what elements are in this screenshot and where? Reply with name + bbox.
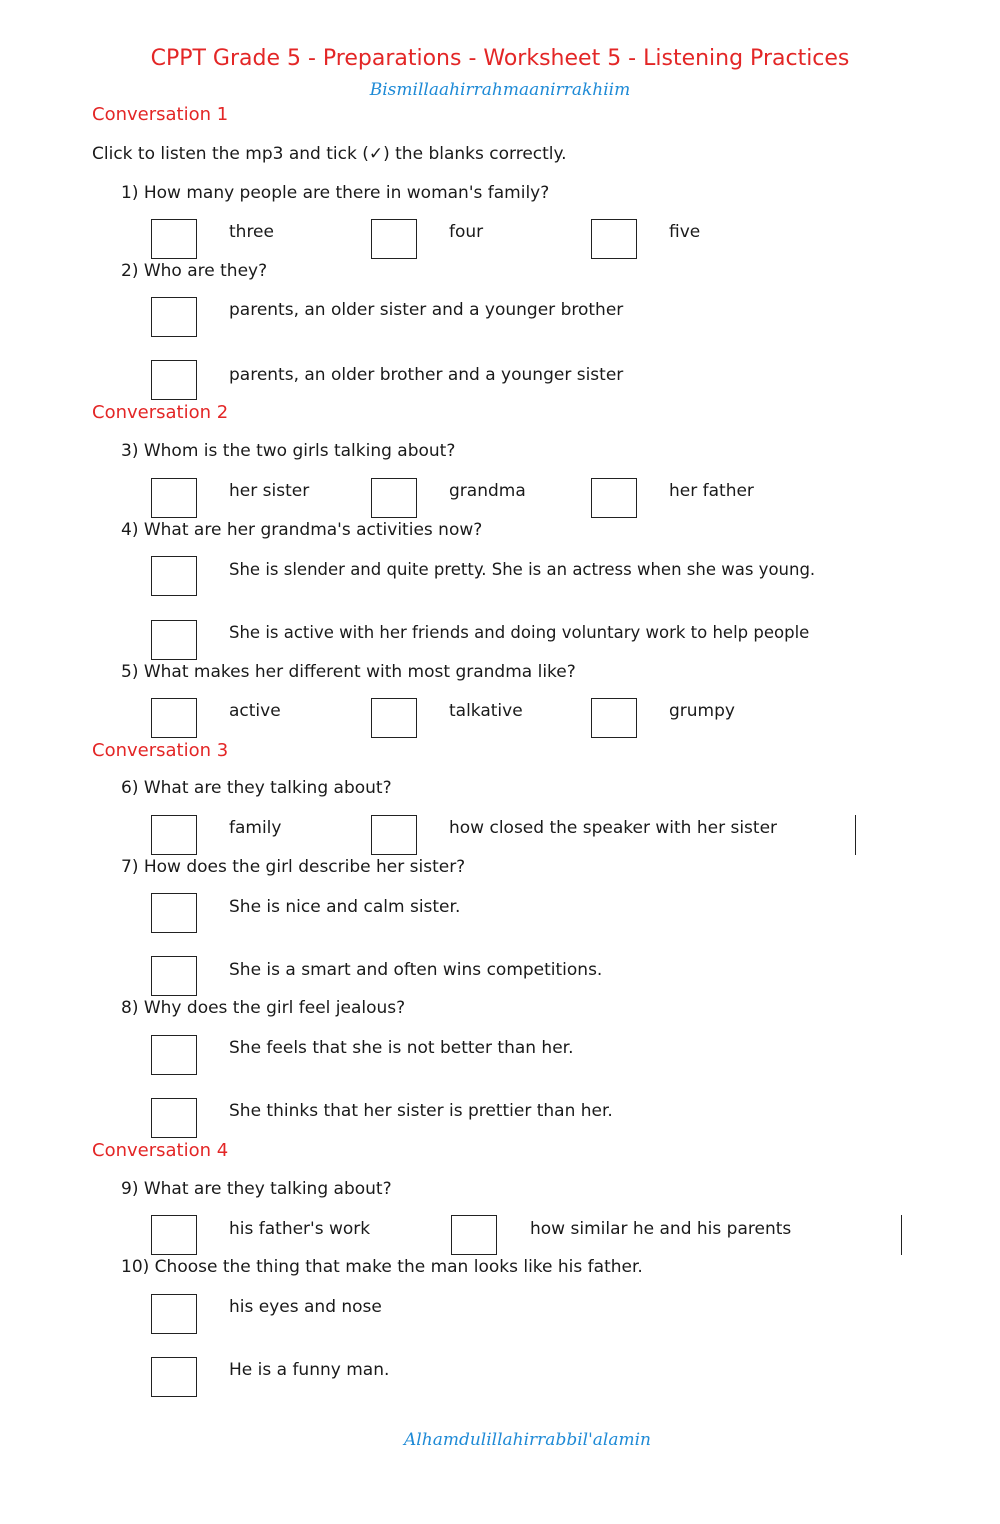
question-5: 5) What makes her different with most grandma like?: [121, 662, 576, 682]
text-cursor-line: [901, 1215, 902, 1255]
checkbox-q2-a[interactable]: [151, 297, 197, 337]
checkbox-q7-a[interactable]: [151, 893, 197, 933]
question-6: 6) What are they talking about?: [121, 778, 392, 798]
checkbox-q3-grandma[interactable]: [371, 478, 417, 518]
option-label: her father: [669, 481, 754, 501]
conversation-3-heading: Conversation 3: [92, 740, 229, 761]
option-label: her sister: [229, 481, 310, 501]
conversation-1-heading: Conversation 1: [92, 104, 229, 125]
checkbox-q5-talkative[interactable]: [371, 698, 417, 738]
option-label: how closed the speaker with her sister: [449, 818, 778, 838]
text-cursor-line: [855, 815, 856, 855]
option-label: She is active with her friends and doing voluntary work to help people: [229, 623, 810, 642]
checkbox-q1-five[interactable]: [591, 219, 637, 259]
option-label: parents, an older sister and a younger brother: [229, 300, 624, 320]
option-label: She is slender and quite pretty. She is an actress when she was young.: [229, 560, 816, 579]
option-label: She is nice and calm sister.: [229, 897, 461, 917]
option-label: She thinks that her sister is prettier than her.: [229, 1101, 613, 1121]
bismillah-subtitle: Bismillaahirrahmaanirrakhiim: [369, 80, 631, 100]
question-3: 3) Whom is the two girls talking about?: [121, 441, 456, 461]
question-10: 10) Choose the thing that make the man looks like his father.: [121, 1257, 643, 1277]
question-1: 1) How many people are there in woman's family?: [121, 183, 550, 203]
checkbox-q3-her-father[interactable]: [591, 478, 637, 518]
option-label: parents, an older brother and a younger sister: [229, 365, 624, 385]
option-label: his father's work: [229, 1219, 371, 1239]
option-label: grandma: [449, 481, 526, 501]
checkbox-q4-a[interactable]: [151, 556, 197, 596]
checkbox-q8-a[interactable]: [151, 1035, 197, 1075]
checkbox-q8-b[interactable]: [151, 1098, 197, 1138]
checkbox-q4-b[interactable]: [151, 620, 197, 660]
alhamdulillah-footer: Alhamdulillahirrabbil'alamin: [404, 1430, 651, 1450]
question-4: 4) What are her grandma's activities now?: [121, 520, 483, 540]
checkbox-q6-family[interactable]: [151, 815, 197, 855]
option-label: He is a funny man.: [229, 1360, 390, 1380]
checkbox-q2-b[interactable]: [151, 360, 197, 400]
checkbox-q9-fathers-work[interactable]: [151, 1215, 197, 1255]
checkbox-q10-a[interactable]: [151, 1294, 197, 1334]
option-label: five: [669, 222, 701, 242]
worksheet-title: CPPT Grade 5 - Preparations - Worksheet 5 - Listening Practices: [150, 46, 850, 71]
checkbox-q1-four[interactable]: [371, 219, 417, 259]
conversation-4-heading: Conversation 4: [92, 1140, 229, 1161]
option-label: family: [229, 818, 282, 838]
option-label: three: [229, 222, 274, 242]
option-label: his eyes and nose: [229, 1297, 382, 1317]
option-label: talkative: [449, 701, 523, 721]
checkbox-q7-b[interactable]: [151, 956, 197, 996]
checkbox-q6-closeness[interactable]: [371, 815, 417, 855]
option-label: active: [229, 701, 281, 721]
question-7: 7) How does the girl describe her sister?: [121, 857, 466, 877]
checkbox-q1-three[interactable]: [151, 219, 197, 259]
option-label: how similar he and his parents: [530, 1219, 792, 1239]
checkbox-q5-active[interactable]: [151, 698, 197, 738]
checkbox-q9-similarity[interactable]: [451, 1215, 497, 1255]
checkbox-q5-grumpy[interactable]: [591, 698, 637, 738]
option-label: She is a smart and often wins competitions.: [229, 960, 603, 980]
checkbox-q10-b[interactable]: [151, 1357, 197, 1397]
conversation-2-heading: Conversation 2: [92, 402, 229, 423]
option-label: She feels that she is not better than her.: [229, 1038, 574, 1058]
option-label: four: [449, 222, 484, 242]
question-2: 2) Who are they?: [121, 261, 268, 281]
instruction-text: Click to listen the mp3 and tick (✓) the blanks correctly.: [92, 144, 567, 164]
question-8: 8) Why does the girl feel jealous?: [121, 998, 406, 1018]
checkbox-q3-her-sister[interactable]: [151, 478, 197, 518]
question-9: 9) What are they talking about?: [121, 1179, 392, 1199]
option-label: grumpy: [669, 701, 735, 721]
